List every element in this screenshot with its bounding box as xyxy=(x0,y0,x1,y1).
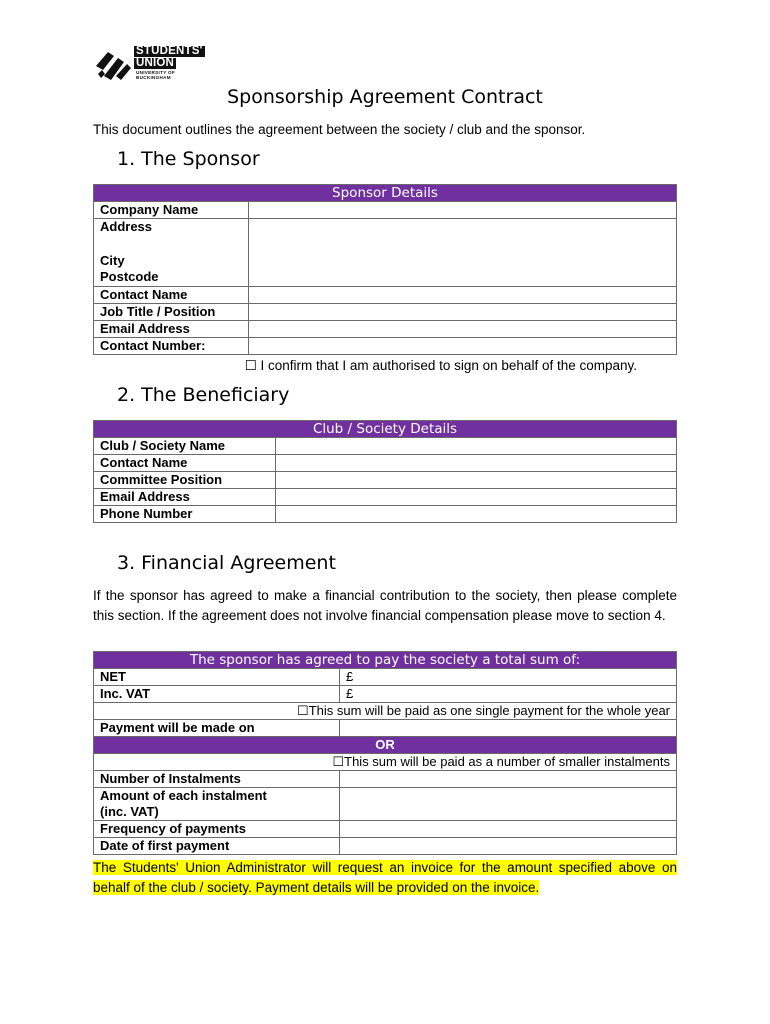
number-of-instalments-field[interactable] xyxy=(340,771,677,788)
club-details-table xyxy=(93,420,677,523)
company-name-label: Company Name xyxy=(94,202,249,219)
section-1-number: 1. xyxy=(117,148,136,170)
frequency-field[interactable] xyxy=(340,821,677,838)
job-title-label: Job Title / Position xyxy=(94,304,249,321)
section-2-number: 2. xyxy=(117,384,136,406)
invoice-note xyxy=(93,858,677,897)
club-name-field[interactable] xyxy=(276,438,677,455)
amount-each-field[interactable] xyxy=(340,788,677,821)
company-name-field[interactable] xyxy=(249,202,677,219)
logo-text xyxy=(134,46,205,80)
section-3-title: Financial Agreement xyxy=(141,552,336,574)
financial-header: The sponsor has agreed to pay the society a total sum of: xyxy=(94,652,677,669)
frequency-label: Frequency of payments xyxy=(94,821,340,838)
section-3-heading xyxy=(117,552,336,574)
invoice-note-text: The Students' Union Administrator will request an invoice for the amount specified above on behalf of the club / society. Payment details will be provided on the invoice. xyxy=(93,860,677,895)
or-divider: OR xyxy=(94,737,677,754)
address-label: Address xyxy=(100,219,153,234)
section-2-heading xyxy=(117,384,289,406)
section-2-title: The Beneficiary xyxy=(141,384,290,406)
logo-line-buckingham: BUCKINGHAM xyxy=(136,75,171,80)
su-logo-mark-icon xyxy=(94,46,132,82)
section-3-number: 3. xyxy=(117,552,136,574)
contact-number-field[interactable] xyxy=(249,338,677,355)
job-title-field[interactable] xyxy=(249,304,677,321)
sponsor-details-table xyxy=(93,184,677,355)
financial-intro-paragraph: If the sponsor has agreed to make a financial contribution to the society, then please complete this section. If the agreement does not involve financial compensation please move to section 4. xyxy=(93,588,677,623)
club-email-field[interactable] xyxy=(276,489,677,506)
logo-line-university: UNIVERSITY OF xyxy=(136,70,176,75)
committee-position-label: Committee Position xyxy=(94,472,276,489)
single-payment-checkbox[interactable]: ☐This sum will be paid as one single payment for the whole year xyxy=(94,703,677,720)
sponsor-details-header: Sponsor Details xyxy=(94,185,677,202)
phone-number-field[interactable] xyxy=(276,506,677,523)
first-payment-label: Date of first payment xyxy=(94,838,340,855)
committee-position-field[interactable] xyxy=(276,472,677,489)
instalments-checkbox[interactable]: ☐This sum will be paid as a number of smaller instalments xyxy=(94,754,677,771)
contact-number-label: Contact Number: xyxy=(94,338,249,355)
inc-vat-field[interactable]: £ xyxy=(340,686,677,703)
contact-name-field[interactable] xyxy=(249,287,677,304)
postcode-label: Postcode xyxy=(100,269,159,284)
net-field[interactable]: £ xyxy=(340,669,677,686)
phone-number-label: Phone Number xyxy=(94,506,276,523)
payment-made-on-field[interactable] xyxy=(340,720,677,737)
intro-text: This document outlines the agreement between the society / club and the sponsor. xyxy=(93,122,586,137)
address-block-label xyxy=(94,219,249,287)
club-contact-name-label: Contact Name xyxy=(94,455,276,472)
club-contact-name-field[interactable] xyxy=(276,455,677,472)
amount-each-line-2: (inc. VAT) xyxy=(100,804,159,819)
contact-name-label: Contact Name xyxy=(94,287,249,304)
email-field[interactable] xyxy=(249,321,677,338)
inc-vat-label: Inc. VAT xyxy=(94,686,340,703)
net-label: NET xyxy=(94,669,340,686)
club-name-label: Club / Society Name xyxy=(94,438,276,455)
financial-agreement-table xyxy=(93,651,677,855)
number-of-instalments-label: Number of Instalments xyxy=(94,771,340,788)
section-1-heading xyxy=(117,148,260,170)
logo-line-students: STUDENTS' xyxy=(136,45,203,57)
club-email-label: Email Address xyxy=(94,489,276,506)
city-label: City xyxy=(100,253,125,268)
students-union-logo xyxy=(94,44,224,84)
address-field[interactable] xyxy=(249,219,677,287)
page-title: Sponsorship Agreement Contract xyxy=(227,86,543,108)
logo-line-union: UNION xyxy=(136,57,175,69)
amount-each-line-1: Amount of each instalment xyxy=(100,788,267,803)
first-payment-field[interactable] xyxy=(340,838,677,855)
payment-made-on-label: Payment will be made on xyxy=(94,720,340,737)
club-details-header: Club / Society Details xyxy=(94,421,677,438)
section-1-title: The Sponsor xyxy=(141,148,260,170)
amount-each-label xyxy=(94,788,340,821)
authorisation-checkbox[interactable]: ☐ I confirm that I am authorised to sign on behalf of the company. xyxy=(244,358,637,373)
email-label: Email Address xyxy=(94,321,249,338)
